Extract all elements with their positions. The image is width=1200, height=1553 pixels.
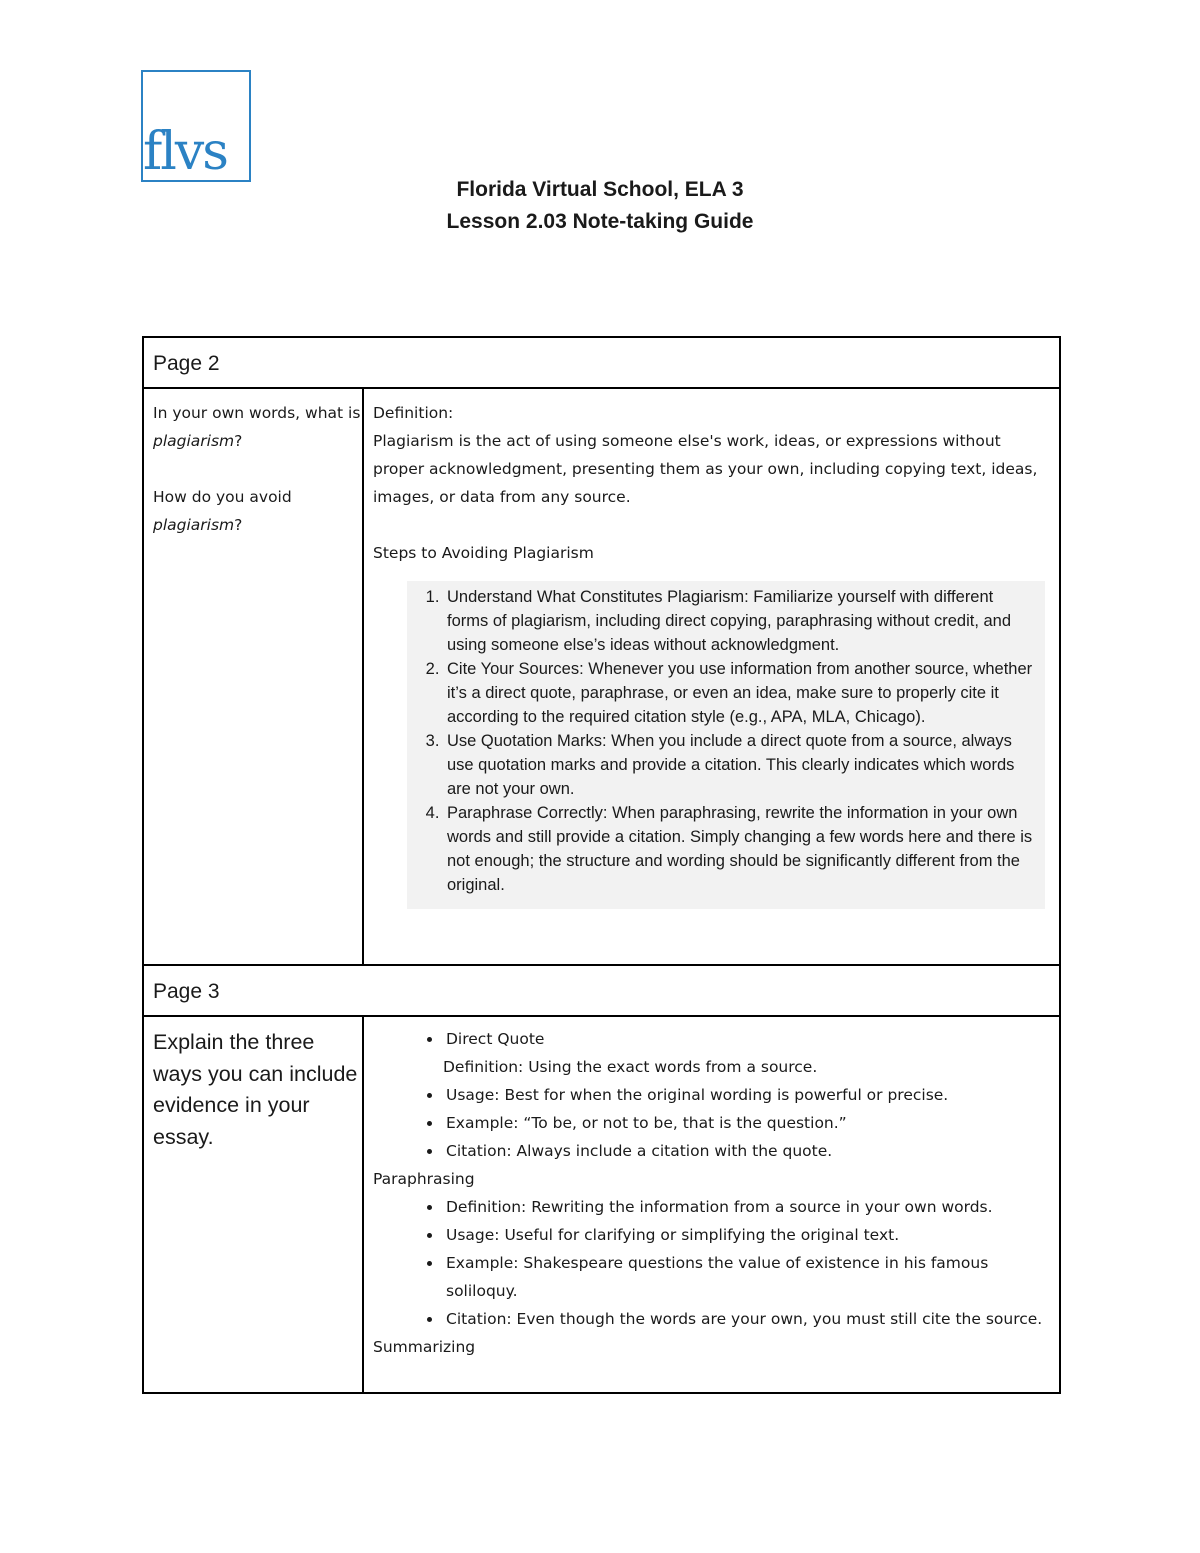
page2-questions	[143, 388, 363, 965]
direct-quote-list	[373, 1025, 1051, 1053]
question-avoid-plagiarism: How do you avoid plagiarism?	[153, 488, 292, 534]
direct-quote-details	[373, 1081, 1051, 1165]
page2-heading: Page 2	[143, 337, 1060, 388]
list-item: • Usage: Useful for clarifying or simplifying the original text.	[443, 1221, 1051, 1249]
note-taking-table	[142, 336, 1061, 1394]
list-item: • Definition: Rewriting the information from a source in your own words.	[443, 1193, 1051, 1221]
step-item: 2. Cite Your Sources: Whenever you use information from another source, whether it’s a direct quote, paraphrase, or even an idea, make sure to properly cite it according to the required citation style (e.g., APA, MLA, Chicago).	[444, 657, 1039, 729]
paraphrasing-title: Paraphrasing	[373, 1170, 475, 1188]
definition-label: Definition:	[373, 404, 454, 422]
list-item: • Citation: Even though the words are your own, you must still cite the source.	[443, 1305, 1051, 1333]
direct-quote-definition: Definition: Using the exact words from a source.	[443, 1058, 818, 1076]
list-item: • Usage: Best for when the original wording is powerful or precise.	[443, 1081, 1051, 1109]
page3-prompt: Explain the three ways you can include evidence in your essay.	[143, 1016, 363, 1393]
document-subtitle: Lesson 2.03 Note-taking Guide	[446, 210, 754, 233]
page2-answer	[363, 388, 1060, 965]
summarizing-title: Summarizing	[373, 1338, 476, 1356]
list-item: • Citation: Always include a citation with the quote.	[443, 1137, 1051, 1165]
steps-title: Steps to Avoiding Plagiarism	[373, 544, 594, 562]
definition-text: Plagiarism is the act of using someone else's work, ideas, or expressions without proper acknowledgment, presenting them as your own, including copying text, ideas, images, or data from any source.	[373, 432, 1038, 506]
step-item: 1. Understand What Constitutes Plagiarism: Familiarize yourself with different forms of plagiarism, including direct copying, paraphrasing without credit, and using someone else’s ideas without acknowledgment.	[444, 585, 1039, 657]
list-item: • Example: Shakespeare questions the value of existence in his famous soliloquy.	[443, 1249, 1051, 1305]
list-item: • Example: “To be, or not to be, that is the question.”	[443, 1109, 1051, 1137]
document-title: Florida Virtual School, ELA 3	[456, 178, 744, 201]
question-plagiarism: In your own words, what is plagiarism?	[153, 404, 361, 450]
page3-heading: Page 3	[143, 965, 1060, 1016]
steps-box	[407, 581, 1045, 909]
step-item: 4. Paraphrase Correctly: When paraphrasing, rewrite the information in your own words and still provide a citation. Simply changing a few words here and there is not enough; the structure and wording should be significantly different from the original.	[444, 801, 1039, 897]
page3-answer	[363, 1016, 1060, 1393]
steps-list	[407, 585, 1039, 897]
step-item: 3. Use Quotation Marks: When you include a direct quote from a source, always use quotation marks and provide a citation. This clearly indicates which words are not your own.	[444, 729, 1039, 801]
logo-text: flvs	[143, 122, 227, 182]
list-item: • Direct Quote	[443, 1025, 1051, 1053]
flvs-logo	[141, 70, 251, 182]
paraphrasing-list	[373, 1193, 1051, 1333]
